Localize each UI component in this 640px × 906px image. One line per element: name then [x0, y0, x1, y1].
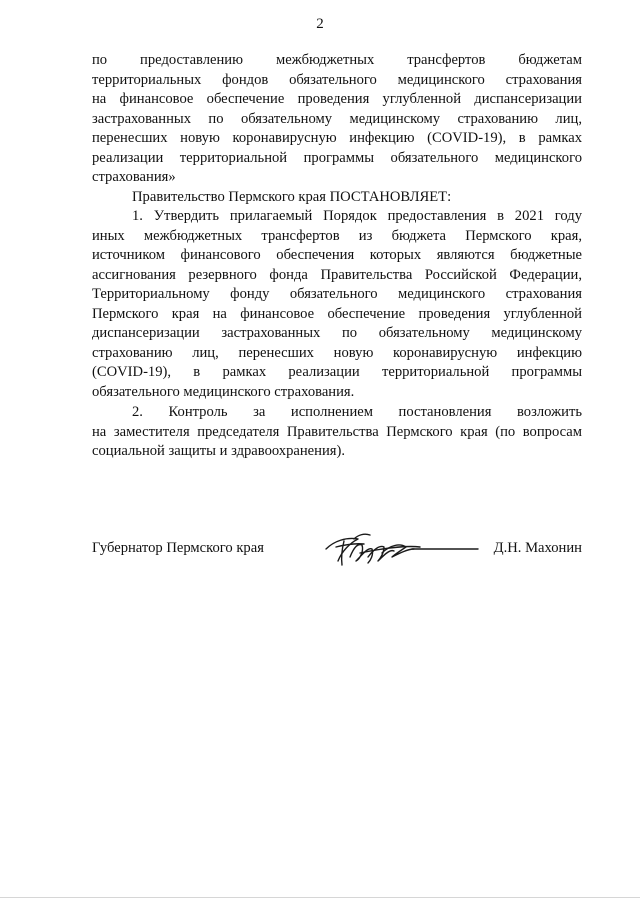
text-line: страхования» — [92, 169, 176, 185]
text-line: реализации территориальной программы обязательного медицинского — [92, 149, 582, 166]
text-line: страхованию лиц, перенесших новую коронавирусную инфекцию — [92, 344, 582, 361]
resolution-statement — [92, 188, 582, 208]
text-line: Пермского края на финансовое обеспечение проведения углубленной — [92, 305, 582, 322]
text-line: 2. Контроль за исполнением постановления возложить — [132, 404, 582, 420]
resolution-line: Правительство Пермского края ПОСТАНОВЛЯЕТ: — [132, 189, 452, 205]
text-line: иных межбюджетных трансфертов из бюджета Пермского края, — [92, 227, 582, 244]
preamble-continuation — [92, 51, 582, 188]
text-line: на финансовое обеспечение проведения углубленной диспансеризации — [92, 91, 582, 107]
text-line: обязательного медицинского страхования. — [92, 383, 355, 400]
text-line: территориальных фондов обязательного медицинского страхования — [92, 71, 582, 88]
text-line: социальной защиты и здравоохранения). — [92, 443, 346, 459]
text-line: Территориальному фонду обязательного медицинского страхования — [92, 286, 582, 302]
signatory-name: Д.Н. Махонин — [493, 540, 582, 556]
item-2-paragraph — [92, 403, 582, 462]
text-line: (COVID-19), в рамках реализации территориальной программы — [92, 364, 582, 380]
signatory-title: Губернатор Пермского края — [92, 540, 264, 556]
text-line: ассигнования резервного фонда Правительства Российской Федерации, — [92, 266, 582, 283]
text-line: по предоставлению межбюджетных трансфертов бюджетам — [92, 52, 582, 68]
text-line: перенесших новую коронавирусную инфекцию (COVID-19), в рамках — [92, 130, 582, 146]
handwritten-signature — [320, 527, 480, 571]
item-1-paragraph — [92, 207, 582, 402]
text-line: 1. Утвердить прилагаемый Порядок предоставления в 2021 году — [132, 208, 582, 224]
text-line: источником финансового обеспечения которых являются бюджетные — [92, 247, 582, 263]
signature-block — [92, 539, 582, 559]
page-number: 2 — [316, 16, 324, 32]
text-line: на заместителя председателя Правительства Пермского края (по вопросам — [92, 423, 582, 440]
text-line: застрахованных по обязательному медицинскому страхованию лиц, — [92, 110, 582, 127]
text-line: диспансеризации застрахованных по обязательному медицинскому — [92, 325, 582, 341]
